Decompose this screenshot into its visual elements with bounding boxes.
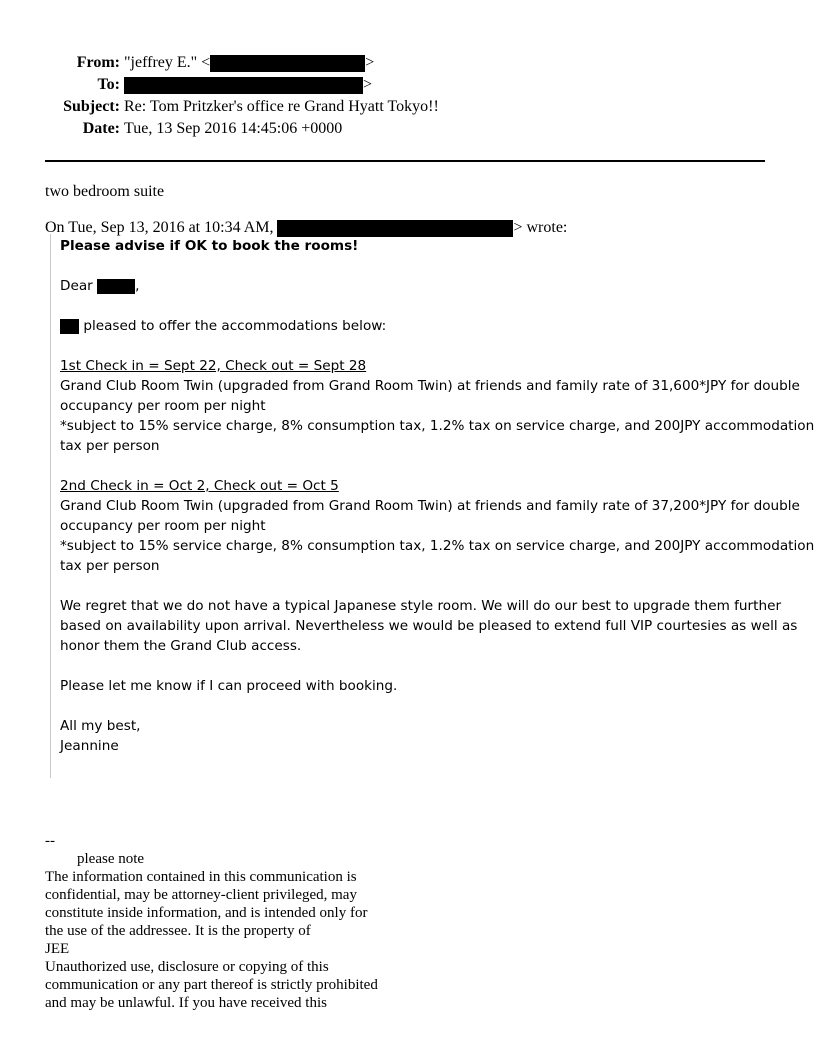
proceed-line: Please let me know if I can proceed with booking. — [60, 678, 398, 694]
regret-paragraph: based on availability upon arrival. Nevertheless we would be pleased to extend full VIP courtesies as well as — [60, 618, 798, 634]
greeting-suffix: , — [135, 278, 140, 294]
disclaimer-line: constitute inside information, and is intended only for — [45, 905, 368, 921]
second-stay-dates: 2nd Check in = Oct 2, Check out = Oct 5 — [60, 478, 339, 494]
second-stay-line: tax per person — [60, 558, 160, 574]
regret-paragraph: honor them the Grand Club access. — [60, 638, 302, 654]
disclaimer-line: JEE — [45, 941, 70, 957]
header-divider — [45, 160, 765, 162]
offer-text: pleased to offer the accommodations below: — [83, 318, 387, 334]
greeting — [60, 276, 139, 296]
second-stay-line: *subject to 15% service charge, 8% consumption tax, 1.2% tax on service charge, and 200JPY accommodation — [60, 538, 815, 554]
date-label: Date: — [82, 120, 120, 137]
quoted-message — [50, 234, 815, 778]
regret-paragraph: We regret that we do not have a typical Japanese style room. We will do our best to upgrade them further — [60, 598, 782, 614]
reply-text: two bedroom suite — [45, 183, 165, 200]
disclaimer-line: The information contained in this communication is — [45, 869, 357, 885]
subject-label: Subject: — [63, 98, 120, 115]
signature: Jeannine — [60, 738, 119, 754]
first-stay-line: occupancy per room per night — [60, 398, 266, 414]
second-stay-line: occupancy per room per night — [60, 518, 266, 534]
from-close: > — [365, 54, 375, 71]
disclaimer-line: confidential, may be attorney-client privileged, may — [45, 887, 357, 903]
first-stay-line: Grand Club Room Twin (upgraded from Grand Room Twin) at friends and family rate of 31,600*JPY for double — [60, 378, 800, 394]
redacted-recipient — [124, 77, 363, 94]
disclaimer-line: the use of the addressee. It is the property of — [45, 923, 311, 939]
first-stay-line: *subject to 15% service charge, 8% consumption tax, 1.2% tax on service charge, and 200JPY accommodation — [60, 418, 815, 434]
wrote-prefix: On Tue, Sep 13, 2016 at 10:34 AM, — [45, 219, 274, 236]
first-stay-line: tax per person — [60, 438, 160, 454]
date-row — [45, 118, 342, 140]
disclaimer-line: communication or any part thereof is strictly prohibited — [45, 977, 378, 993]
signoff: All my best, — [60, 718, 141, 734]
date-text: Tue, 13 Sep 2016 14:45:06 +0000 — [124, 120, 343, 137]
quote-heading: Please advise if OK to book the rooms! — [60, 238, 359, 254]
footer-separator: -- — [45, 833, 55, 849]
disclaimer-line: and may be unlawful. If you have received this — [45, 995, 327, 1011]
from-label: From: — [76, 54, 120, 71]
redacted-name — [97, 279, 135, 294]
redacted-word — [60, 319, 79, 334]
subject-row — [45, 96, 439, 118]
redacted-email — [210, 55, 365, 72]
footer-note: please note — [77, 851, 145, 867]
second-stay-line: Grand Club Room Twin (upgraded from Grand Room Twin) at friends and family rate of 37,200*JPY for double — [60, 498, 800, 514]
to-row — [45, 74, 372, 96]
to-close: > — [363, 76, 373, 93]
offer-line — [60, 316, 386, 336]
first-stay-dates: 1st Check in = Sept 22, Check out = Sept 28 — [60, 358, 367, 374]
from-name: "jeffrey E." < — [124, 54, 211, 71]
subject-text: Re: Tom Pritzker's office re Grand Hyatt Tokyo!! — [124, 98, 439, 115]
wrote-suffix: > wrote: — [513, 219, 568, 236]
disclaimer-line: Unauthorized use, disclosure or copying of this — [45, 959, 329, 975]
greeting-prefix: Dear — [60, 278, 93, 294]
from-row — [45, 52, 374, 74]
to-label: To: — [97, 76, 120, 93]
